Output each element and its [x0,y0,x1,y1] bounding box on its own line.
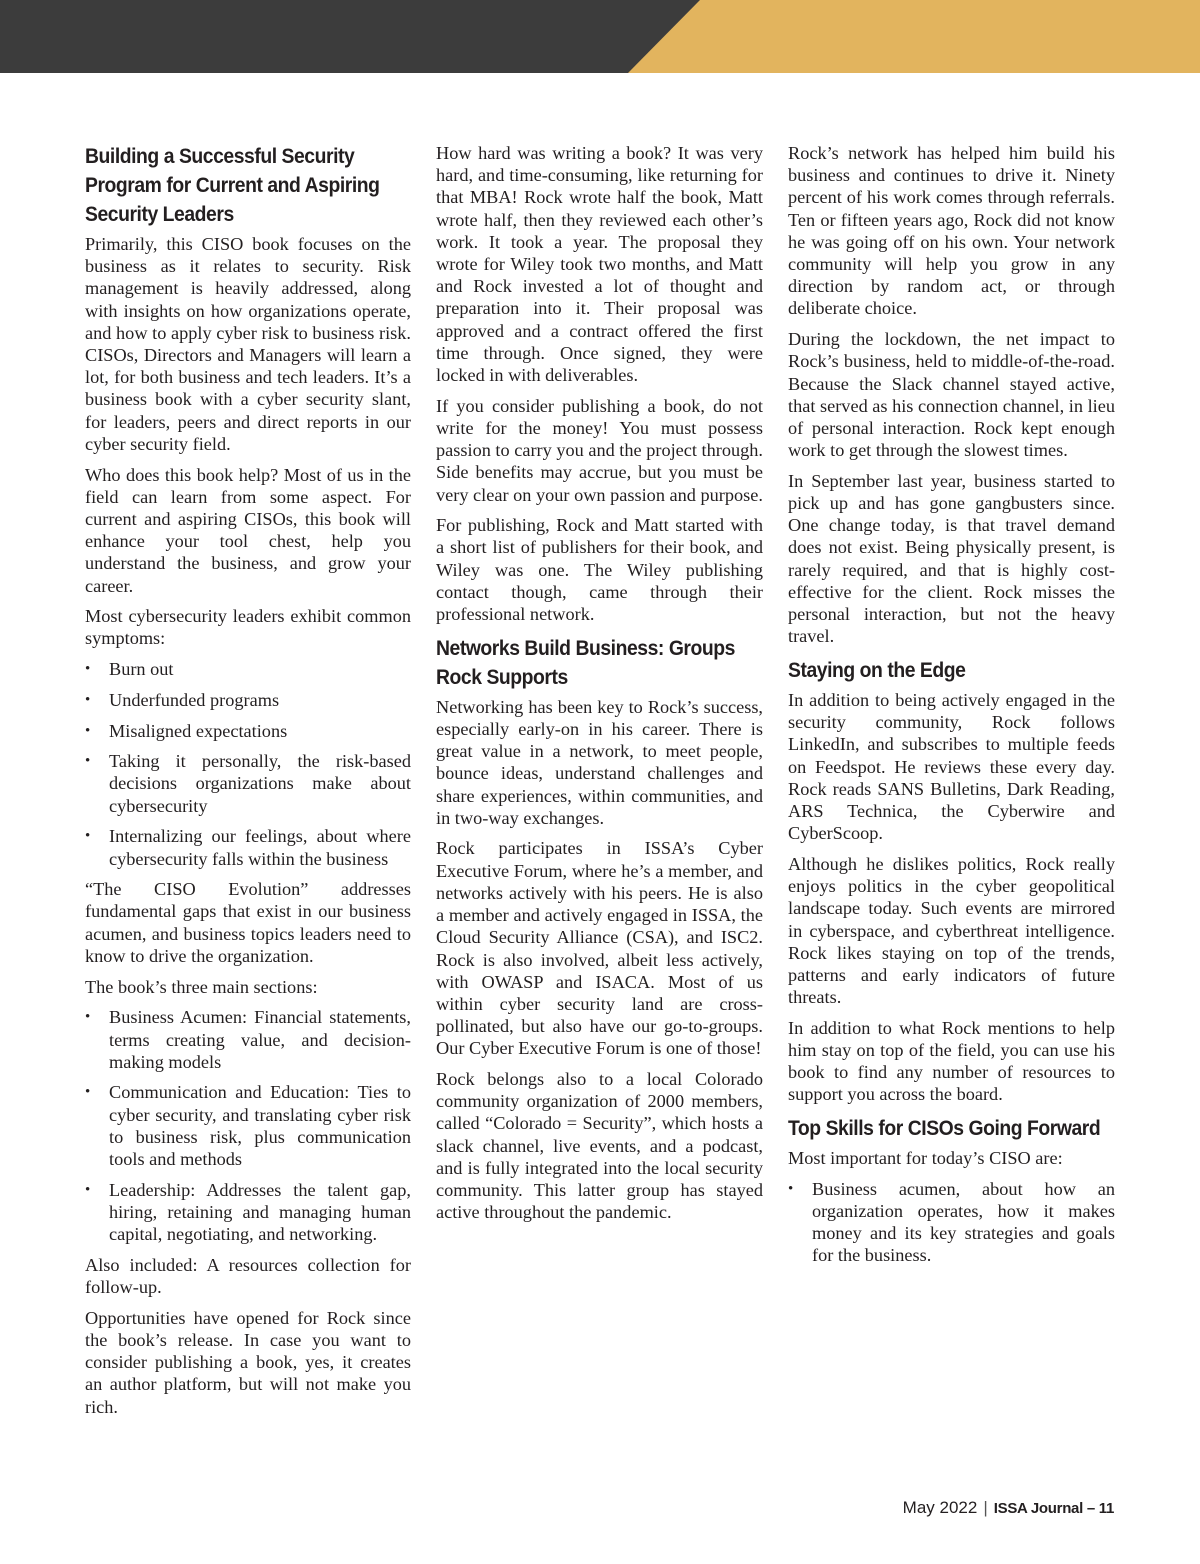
issue-date: May 2022 [902,1498,978,1517]
paragraph: In September last year, business started to pick up and has gone gangbusters since. One change today, is that travel demand does not exist. Being physically present, is rarely required, and that is highly cost-effective for the client. Rock misses the personal interaction, but not the heavy travel. [788,470,1115,647]
section-heading-networks: Networks Build Business: Groups Rock Supports [436,635,735,689]
paragraph: Rock belongs also to a local Colorado community organization of 2000 members, called “Colorado = Security”, which hosts a slack channel, live events, and a podcast, and is fully integrated into the local security community. This latter group has stayed active throughout the pandemic. [436,1069,763,1223]
paragraph: Most cybersecurity leaders exhibit common symptoms: [85,606,411,649]
paragraph: How hard was writing a book? It was very hard, and time-consuming, like returning for that MBA! Rock wrote half the book, Matt wrote half, then they reviewed each other’s work. It took a year. The proposal they wrote for Wiley took two months, and Matt and Rock invested a lot of thought and preparation into it. Their proposal was approved and a contract offered the first time through. Once signed, they were locked in with deliverables. [436,143,763,386]
paragraph: In addition to what Rock mentions to help him stay on top of the field, you can use his book to find any number of resources to support you across the board. [788,1017,1115,1105]
section-heading-building-program: Building a Successful Security Program for Current and Aspiring Security Leaders [85,144,380,226]
banner-graphic [0,0,1200,73]
list-item: • Burn out [85,658,411,680]
column-3 [788,142,1115,1275]
paragraph: Networking has been key to Rock’s success, especially early-on in his career. There is great value in a network, to meet people, bounce ideas, understand challenges and share experiences, within communities, and in two-way exchanges. [436,696,763,828]
footer-separator: | [983,1498,988,1517]
header-banner [0,0,1200,73]
paragraph: Primarily, this CISO book focuses on the business as it relates to security. Risk management is heavily addressed, along with insights on how organizations operate, and how to apply cyber risk to business risk. CISOs, Directors and Managers will learn a lot, for both business and tech leaders. It’s a business book with a cyber security slant, for leaders, peers and direct reports in our cyber security field. [85,234,411,454]
list-item: • Underfunded programs [85,689,411,711]
paragraph: If you consider publishing a book, do not write for the money! You must possess passion to carry you and the project through. Side benefits may accrue, but you must be very clear on your own passion and purpose. [436,395,763,505]
journal-page-number: ISSA Journal – 11 [993,1500,1114,1517]
paragraph: Who does this book help? Most of us in the field can learn from some aspect. For current and aspiring CISOs, this book will enhance your tool chest, help you understand the business, and grow your career. [85,464,411,596]
column-1 [85,142,411,1426]
column-2 [436,142,763,1232]
symptoms-list [85,658,411,870]
list-item: • Business acumen, about how an organization operates, how it makes money and its key strategies and goals for the business. [788,1178,1115,1267]
list-item: • Communication and Education: Ties to cyber security, and translating cyber risk to business risk, plus communication tools and methods [85,1081,411,1170]
paragraph: The book’s three main sections: [85,976,318,997]
paragraph: During the lockdown, the net impact to Rock’s business, held to middle-of-the-road. Because the Slack channel stayed active, that served as his connection channel, in lieu of personal interaction. Rock kept enough work to get through the slowest times. [788,329,1115,461]
page-footer [903,1498,1114,1518]
paragraph: “The CISO Evolution” addresses fundamental gaps that exist in our business acumen, and business topics leaders need to know to drive the organization. [85,879,411,966]
paragraph: In addition to being actively engaged in the security community, Rock follows LinkedIn, and subscribes to multiple feeds on Feedspot. He reviews these every day. Rock reads SANS Bulletins, Dark Reading, ARS Technica, the Cyberwire and CyberScoop. [788,689,1115,844]
list-item: • Misaligned expectations [85,720,411,742]
skills-list [788,1178,1115,1267]
section-heading-top-skills: Top Skills for CISOs Going Forward [788,1116,1101,1141]
list-item: • Leadership: Addresses the talent gap, hiring, retaining and managing human capital, negotiating, and networking. [85,1179,411,1246]
list-item: • Business Acumen: Financial statements, terms creating value, and decision-making models [85,1006,411,1073]
list-item: • Taking it personally, the risk-based decisions organizations make about cybersecurity [85,750,411,817]
paragraph: Although he dislikes politics, Rock really enjoys politics in the cyber geopolitical landscape today. Such events are mirrored in cyberspace, and cyberthreat intelligence. Rock likes staying on top of the trends, patterns and early indicators of future threats. [788,853,1115,1008]
section-heading-staying-on-edge: Staying on the Edge [788,657,966,682]
paragraph: Rock participates in ISSA’s Cyber Executive Forum, where he’s a member, and networks actively with his peers. He is also a member and actively engaged in ISSA, the Cloud Security Alliance (CSA), and ISC2. Rock is also involved, albeit less actively, with OWASP and ISACA. Most of us within cyber security land are cross-pollinated, but also have our go-to-groups. Our Cyber Executive Forum is one of those! [436,838,763,1059]
paragraph: For publishing, Rock and Matt started with a short list of publishers for their book, and Wiley was one. The Wiley publishing contact though, came through their professional network. [436,515,763,625]
paragraph: Most important for today’s CISO are: [788,1148,1063,1169]
book-sections-list [85,1006,411,1245]
paragraph: Rock’s network has helped him build his business and continues to drive it. Ninety percent of his work comes through referrals. Ten or fifteen years ago, Rock did not know he was going off on his own. Your network community will help you grow in any direction by random act, or through deliberate choice. [788,143,1115,319]
paragraph: Also included: A resources collection for follow-up. [85,1254,411,1298]
list-item: • Internalizing our feelings, about where cybersecurity falls within the business [85,825,411,869]
paragraph: Opportunities have opened for Rock since the book’s release. In case you want to consider publishing a book, yes, it creates an author platform, but will not make you rich. [85,1307,411,1417]
